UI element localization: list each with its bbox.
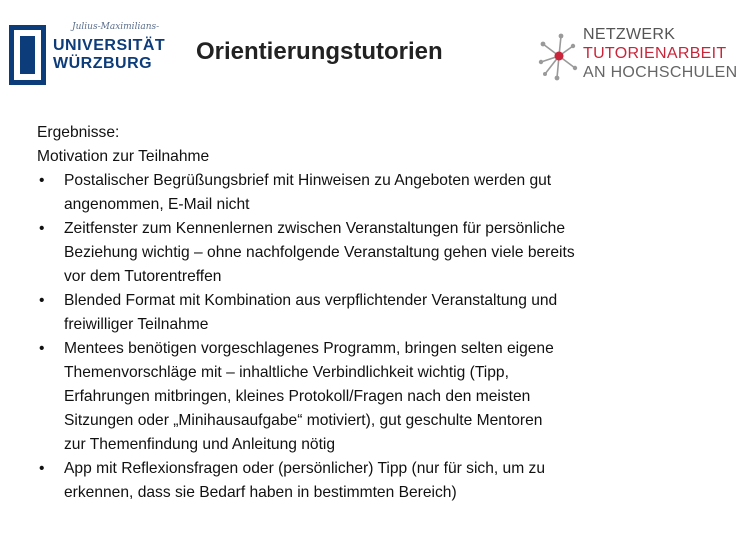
list-item-line: Postalischer Begrüßungsbrief mit Hinweisen zu Angeboten werden gut [64, 172, 552, 189]
network-logo [535, 24, 737, 88]
list-item-line: angenommen, E-Mail nicht [64, 196, 250, 213]
university-logo-small-text: Julius-Maximilians- [72, 22, 160, 32]
bullet-icon: • [39, 220, 45, 237]
list-item-line: vor dem Tutorentreffen [64, 268, 222, 285]
network-logo-line2: TUTORIENARBEIT [583, 45, 727, 62]
list-item [37, 169, 687, 217]
list-item [37, 337, 687, 457]
slide-content [37, 121, 687, 505]
results-heading: Ergebnisse: [37, 124, 120, 141]
list-item [37, 289, 687, 337]
list-item-line: freiwilliger Teilnahme [64, 316, 209, 333]
list-item-line: erkennen, dass sie Bedarf haben in bestimmten Bereich) [64, 484, 457, 501]
bullet-icon: • [39, 172, 45, 189]
university-logo-line1: UNIVERSITÄT [53, 37, 166, 54]
university-logo [9, 22, 169, 90]
network-logo-line1: NETZWERK [583, 26, 676, 43]
list-item-line: Beziehung wichtig – ohne nachfolgende Veranstaltung gehen viele bereits [64, 244, 575, 261]
list-item-line: Themenvorschläge mit – inhaltliche Verbindlichkeit wichtig (Tipp, [64, 364, 509, 381]
slide-title: Orientierungstutorien [196, 38, 443, 65]
university-logo-line2: WÜRZBURG [53, 55, 153, 72]
bullet-icon: • [39, 292, 45, 309]
list-item-line: zur Themenfindung und Anleitung nötig [64, 436, 336, 453]
list-item-line: Sitzungen oder „Minihausaufgabe“ motiviert), gut geschulte Mentoren [64, 412, 543, 429]
list-item [37, 457, 687, 505]
university-emblem-icon [9, 25, 46, 85]
network-graph-icon [535, 24, 581, 88]
motivation-subheading: Motivation zur Teilnahme [37, 148, 210, 165]
list-item-line: Mentees benötigen vorgeschlagenes Programm, bringen selten eigene [64, 340, 554, 357]
list-item-line: App mit Reflexionsfragen oder (persönlicher) Tipp (nur für sich, um zu [64, 460, 546, 477]
bullet-icon: • [39, 340, 45, 357]
network-logo-line3: AN HOCHSCHULEN [583, 64, 737, 81]
list-item-line: Zeitfenster zum Kennenlernen zwischen Veranstaltungen für persönliche [64, 220, 566, 237]
bullet-icon: • [39, 460, 45, 477]
list-item [37, 217, 687, 289]
findings-list [37, 169, 687, 505]
list-item-line: Blended Format mit Kombination aus verpflichtender Veranstaltung und [64, 292, 558, 309]
list-item-line: Erfahrungen mitbringen, kleines Protokoll/Fragen nach den meisten [64, 388, 531, 405]
